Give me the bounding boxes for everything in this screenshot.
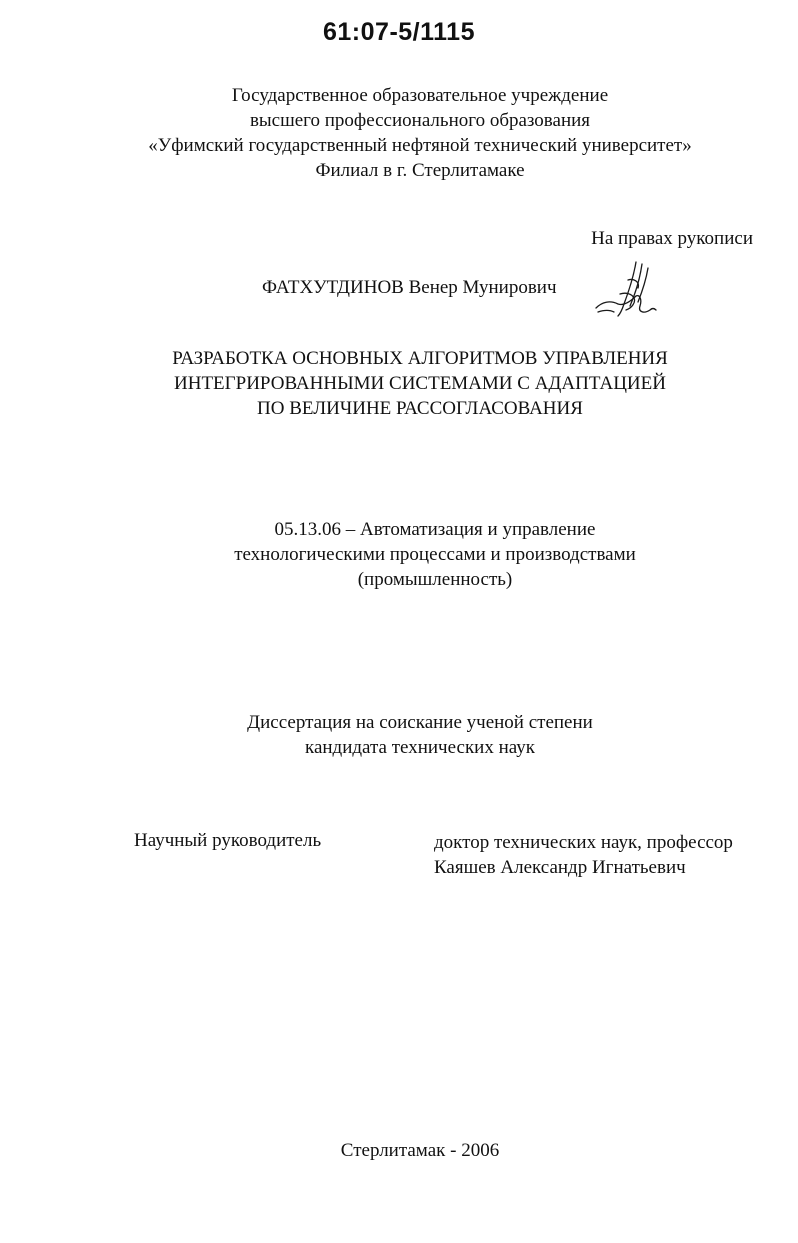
author-name: ФАТХУТДИНОВ Венер Мунирович	[262, 277, 557, 298]
degree-block	[0, 710, 798, 760]
registration-code: 61:07-5/1115	[323, 18, 475, 46]
institution-block	[0, 83, 798, 183]
place-and-year: Стерлитамак - 2006	[340, 1140, 500, 1161]
title-line: ПО ВЕЛИЧИНЕ РАССОГЛАСОВАНИЯ	[257, 398, 583, 419]
title-line: РАЗРАБОТКА ОСНОВНЫХ АЛГОРИТМОВ УПРАВЛЕНИЯ	[172, 348, 668, 369]
supervisor-label: Научный руководитель	[134, 830, 322, 851]
institution-line: «Уфимский государственный нефтяной технический университет»	[148, 135, 692, 156]
specialty-line: 05.13.06 – Автоматизация и управление	[274, 519, 596, 540]
supervisor-info	[434, 830, 733, 880]
signature-icon	[590, 258, 658, 322]
specialty-line: (промышленность)	[357, 569, 513, 590]
degree-line: кандидата технических наук	[305, 737, 535, 758]
supervisor-name: Каяшев Александр Игнатьевич	[434, 857, 686, 878]
institution-line: Государственное образовательное учреждение	[231, 85, 609, 106]
supervisor-title: доктор технических наук, профессор	[434, 832, 733, 853]
degree-line: Диссертация на соискание ученой степени	[247, 712, 593, 733]
specialty-block	[0, 517, 798, 592]
institution-line: Филиал в г. Стерлитамаке	[315, 160, 525, 181]
dissertation-title	[0, 346, 798, 421]
manuscript-rights-note: На правах рукописи	[591, 228, 753, 249]
specialty-line: технологическими процессами и производствами	[234, 544, 636, 565]
institution-line: высшего профессионального образования	[249, 110, 591, 131]
title-line: ИНТЕГРИРОВАННЫМИ СИСТЕМАМИ С АДАПТАЦИЕЙ	[174, 373, 666, 394]
